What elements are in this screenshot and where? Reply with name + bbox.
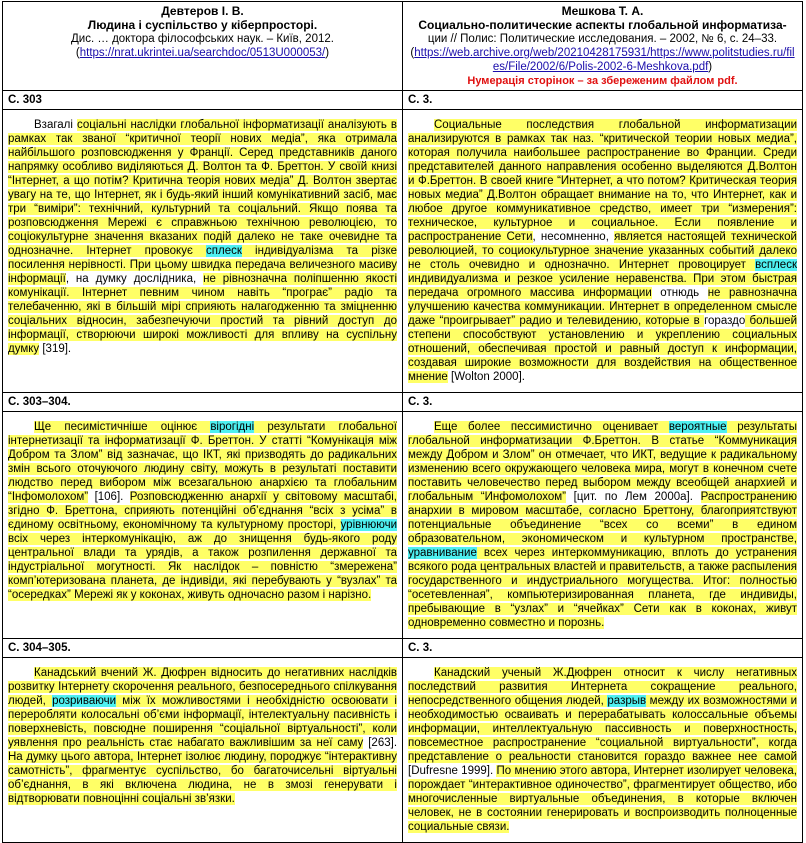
right-author: Мешкова Т. А. [561, 4, 644, 18]
text-fragment: [Dufresne 1999]. [408, 765, 497, 777]
right-paragraph [408, 666, 797, 834]
right-title: Социально-политические аспекты глобальной информатиза- [418, 18, 787, 32]
comparison-table [2, 1, 803, 843]
text-fragment: [263]. [363, 737, 398, 749]
text-fragment: [106]. [88, 491, 130, 503]
changed-word-highlight: вероятные [668, 421, 727, 433]
matched-text-highlight: Розповсюдженню анархії у світовому масштабі, згідно Ф. Бреттона, сприяють потенційні об’єднання “всіх з усіма” в єдиному освітньому, економічному та культурному просторі, [8, 491, 397, 531]
left-page-ref: С. 304–305. [3, 639, 403, 658]
text-row-1 [3, 110, 803, 393]
changed-word-highlight: всплеск [755, 259, 797, 271]
left-link-open: ( [75, 47, 80, 59]
matched-text-highlight: между их возможностями и необходимостью осваивать и перерабатывать колоссальные объемы информации, интеллектуальную пассивность и поверхностность, повсеместное распространение “социальной виртуальности”, когда представление о реальности становится гораздо важнее нее самой [408, 695, 797, 763]
matched-text-highlight: не рівнозначна поліпшенню якості комунікації. Інтернет певним чином навіть “програє” радіо та телебаченню, які в більшій мірі сприяють налагодженню та змiцненню соціальних відносин, забезпечуючи простий та рівний доступ до інформації, створюючи широкі можливості для впливу на суспільну думку [8, 273, 397, 355]
left-page-ref: С. 303–304. [3, 393, 403, 412]
text-fragment: Взагалі [34, 119, 77, 131]
left-source-header [3, 2, 403, 91]
right-paragraph [408, 420, 797, 630]
left-text-cell [3, 110, 403, 393]
right-meta: ции // Полис: Политические исследования. – 2002, № 6, с. 24–33. [427, 33, 778, 45]
matched-text-highlight: результати глобальної інтернетизації та інформатизації Ф. Бреттон. У статті “Комунікація між Добром та Злом” від зазначає, що ІКТ, які призводять до радикальних змін всього оточуючого людину світу, можуть в результаті поставити людство перед вибором між всезагальною анархією та глобальним “Інфомолохом” [8, 421, 397, 503]
text-fragment: гораздо [704, 315, 746, 327]
page-row-2 [3, 393, 803, 412]
changed-word-highlight: разрыв [607, 695, 647, 707]
left-link-close: ) [325, 47, 330, 59]
matched-text-highlight: является настоящей технической революцией, то социокультурное значение указанных событий далеко не столь очевидно и однозначно. Интернет провоцирует [408, 231, 797, 271]
matched-text-highlight: Еще более пессимистично оценивает [434, 421, 669, 433]
right-text-cell [403, 412, 803, 639]
left-paragraph [8, 118, 397, 356]
text-fragment: , несомненно, [532, 231, 615, 243]
matched-text-highlight: По мнению этого автора, Интернет изолирует человека, порождает “интерактивное одиночество”, фрагментирует общество, ибо многочисленные виртуальные объединения, в которые включен человек, не в состоянии генерировать и воспроизводить полноценные социальные связи. [408, 765, 797, 833]
changed-word-highlight: розриваючи [52, 695, 117, 707]
right-text-cell [403, 658, 803, 843]
left-paragraph [8, 666, 397, 806]
right-page-ref: С. 3. [403, 393, 803, 412]
right-link-close: ) [708, 61, 713, 73]
right-source-link[interactable]: https://web.archive.org/web/20210428175931/https://www.politstudies.ru/files/File/2002/6/Polis-2002-6-Meshkova.pdf [414, 47, 795, 73]
page-row-3 [3, 639, 803, 658]
matched-text-highlight: індивідуалізма та різке посилення нерівності. При цьому швидка передача величезного масиву інформації [8, 245, 397, 285]
right-link-line [408, 46, 797, 74]
left-source-link[interactable]: https://nrat.ukrintei.ua/searchdoc/0513U000053/ [79, 47, 326, 59]
text-fragment: отнюдь [651, 287, 708, 299]
matched-text-highlight: всіх через інтеркомунікацію, аж до знищення будь-якого роду центральної влади та урядів, а також розпилення державної та індустріальної могутності. Як наслідок – повністю “змережена” комп’ютеризована планета, де індивіди, які перебувають у “вузлах” та “осередках” Мережі як у коконах, живуть одночасно разом і нарізно. [8, 533, 397, 601]
changed-word-highlight: сплеск [206, 245, 242, 257]
matched-text-highlight: Канадський вчений Ж. Дюфрен відносить до негативних наслідків розвитку Інтернету скорочення реального, безпосереднього спілкування людей, [8, 667, 397, 707]
matched-text-highlight: соціальні наслідки глобальної інформатизації аналізують в рамках так званої “критичної теорії нових медіа”, яка отримала найбільшого розповсюдження у Франції. Серед представників даного напрямку особливо виділяються Д. Волтон та Ф. Бреттон. У своїй книзі “Інтернет, а що потім? Критична теорія нових медіа” Д. Волтон звертає увагу на те, що Інтернет, як і будь-який інший комунікативний засіб, має три “виміри”: технічний, культурний та соціальний. Якщо поява та розповсюдження Мережі є справжньою технічною революцією, то соціокультурне значення вказаних подій далеко не таке очевидне та однозначне. Інтернет провокує [8, 119, 397, 257]
left-link-line [8, 46, 397, 60]
text-fragment: [Wolton 2000]. [447, 371, 525, 383]
right-source-header [403, 2, 803, 91]
left-title: Людина і суспільство у кіберпросторі. [87, 18, 318, 32]
matched-text-highlight: не равнозначна улучшению качества коммуникации. Интернет в определенном смысле даже “проигрывает” радио и телевидению, которые в [408, 287, 797, 327]
right-text-cell [403, 110, 803, 393]
left-page-ref: С. 303 [3, 91, 403, 110]
changed-word-highlight: урівнюючи [340, 519, 397, 531]
left-author: Девтеров І. В. [161, 4, 244, 18]
matched-text-highlight: Распространению анархии в мировом масштабе, согласно Бреттону, благоприятствуют потенциальные объединение “всех со всеми” в едином образовательном, экономическом и культурном пространстве, [408, 491, 797, 545]
matched-text-highlight: индивидуализма и резкое усиление неравенства. При этом быстрая передача огромного массива информации [408, 273, 797, 299]
matched-text-highlight: Социальные последствия глобальной информатизации анализируются в рамках так наз. “критической теории новых медиа”, которая получила наибольшее распространение во Франции. Среди представителей данного направления особенно выделяются Д.Волтон и Ф.Бреттон. В своей книге “Интернет, а что потом? Критическая теория новых медиа” Д.Волтон обращает внимание на то, что Интернет, как и любое другое коммуникативное средство, имеет три “измерения”: техническое, культурное и социальное. Если появление и распространение Сети [408, 119, 797, 243]
right-page-ref: С. 3. [403, 91, 803, 110]
matched-text-highlight: большей степени способствуют установлению и укреплению социальных отношений, обеспечивая простой и равный доступ к информации, создавая широкие возможности для воздействия на общественное мнение [408, 315, 798, 383]
page-numbering-note: Нумерація сторінок – за збереженим файлом pdf. [467, 75, 738, 87]
matched-text-highlight: Канадский ученый Ж.Дюфрен относит к числу негативных последствий развития Интернета сокращение реального, непосредственного общения людей, [408, 667, 797, 707]
left-paragraph [8, 420, 397, 602]
left-meta: Дис. … доктора філософських наук. – Київ, 2012. [71, 33, 334, 45]
matched-text-highlight: між їх можливостями і необхідністю освоювати і переробляти колосальні об’єми інформації, інтелектуальну пасивність і поверхневість, повсюдне поширення “соціальної віртуальності”, коли уявлення про реальність стає набагато важливішим за неї саму [8, 695, 397, 749]
matched-text-highlight: результаты глобальной информатизации Ф.Бреттон. В статье “Коммуникация между Добром и Злом” он отмечает, что ИКТ, ведущие к радикальному изменению всего окружающего человека мира, могут в конечном счете поставить человечество перед выбором между всеобщей анархией и глобальным “Инфомолохом” [408, 421, 797, 503]
left-text-cell [3, 412, 403, 639]
matched-text-highlight: На думку цього автора, Інтернет ізолює людину, породжує “інтерактивну самотність”, фрагментує суспільство, бо багаточисельні віртуальні об’єднання, в які включена людина, не в змозі генерувати і відтворювати повноцінні соціальні зв’язки. [8, 751, 397, 805]
changed-word-highlight: уравнивание [408, 547, 477, 559]
left-text-cell [3, 658, 403, 843]
right-page-ref: С. 3. [403, 639, 803, 658]
right-link-open: ( [410, 47, 415, 59]
text-fragment: , на думку дослідника, [65, 273, 204, 285]
matched-text-highlight: всех через интеркоммуникацию, вплоть до устранения всякого рода центральных властей и правительств, а также распыления государственного и индустриального могущества. Итог: полностью “осетевленная”, компьютеризированная планета, где индивиды, пребывающие в “узлах” и “ячейках” Сети как в коконах, живут одновременно совместно и порознь. [408, 547, 797, 629]
page-row-1 [3, 91, 803, 110]
changed-word-highlight: вірогідні [210, 421, 255, 433]
text-fragment: [цит. по Лем 2000а]. [566, 491, 701, 503]
right-paragraph [408, 118, 797, 384]
matched-text-highlight: Ще песимістичніше оцінює [34, 421, 211, 433]
text-row-2 [3, 412, 803, 639]
text-fragment: [319]. [39, 343, 72, 355]
text-row-3 [3, 658, 803, 843]
header-row [3, 2, 803, 91]
